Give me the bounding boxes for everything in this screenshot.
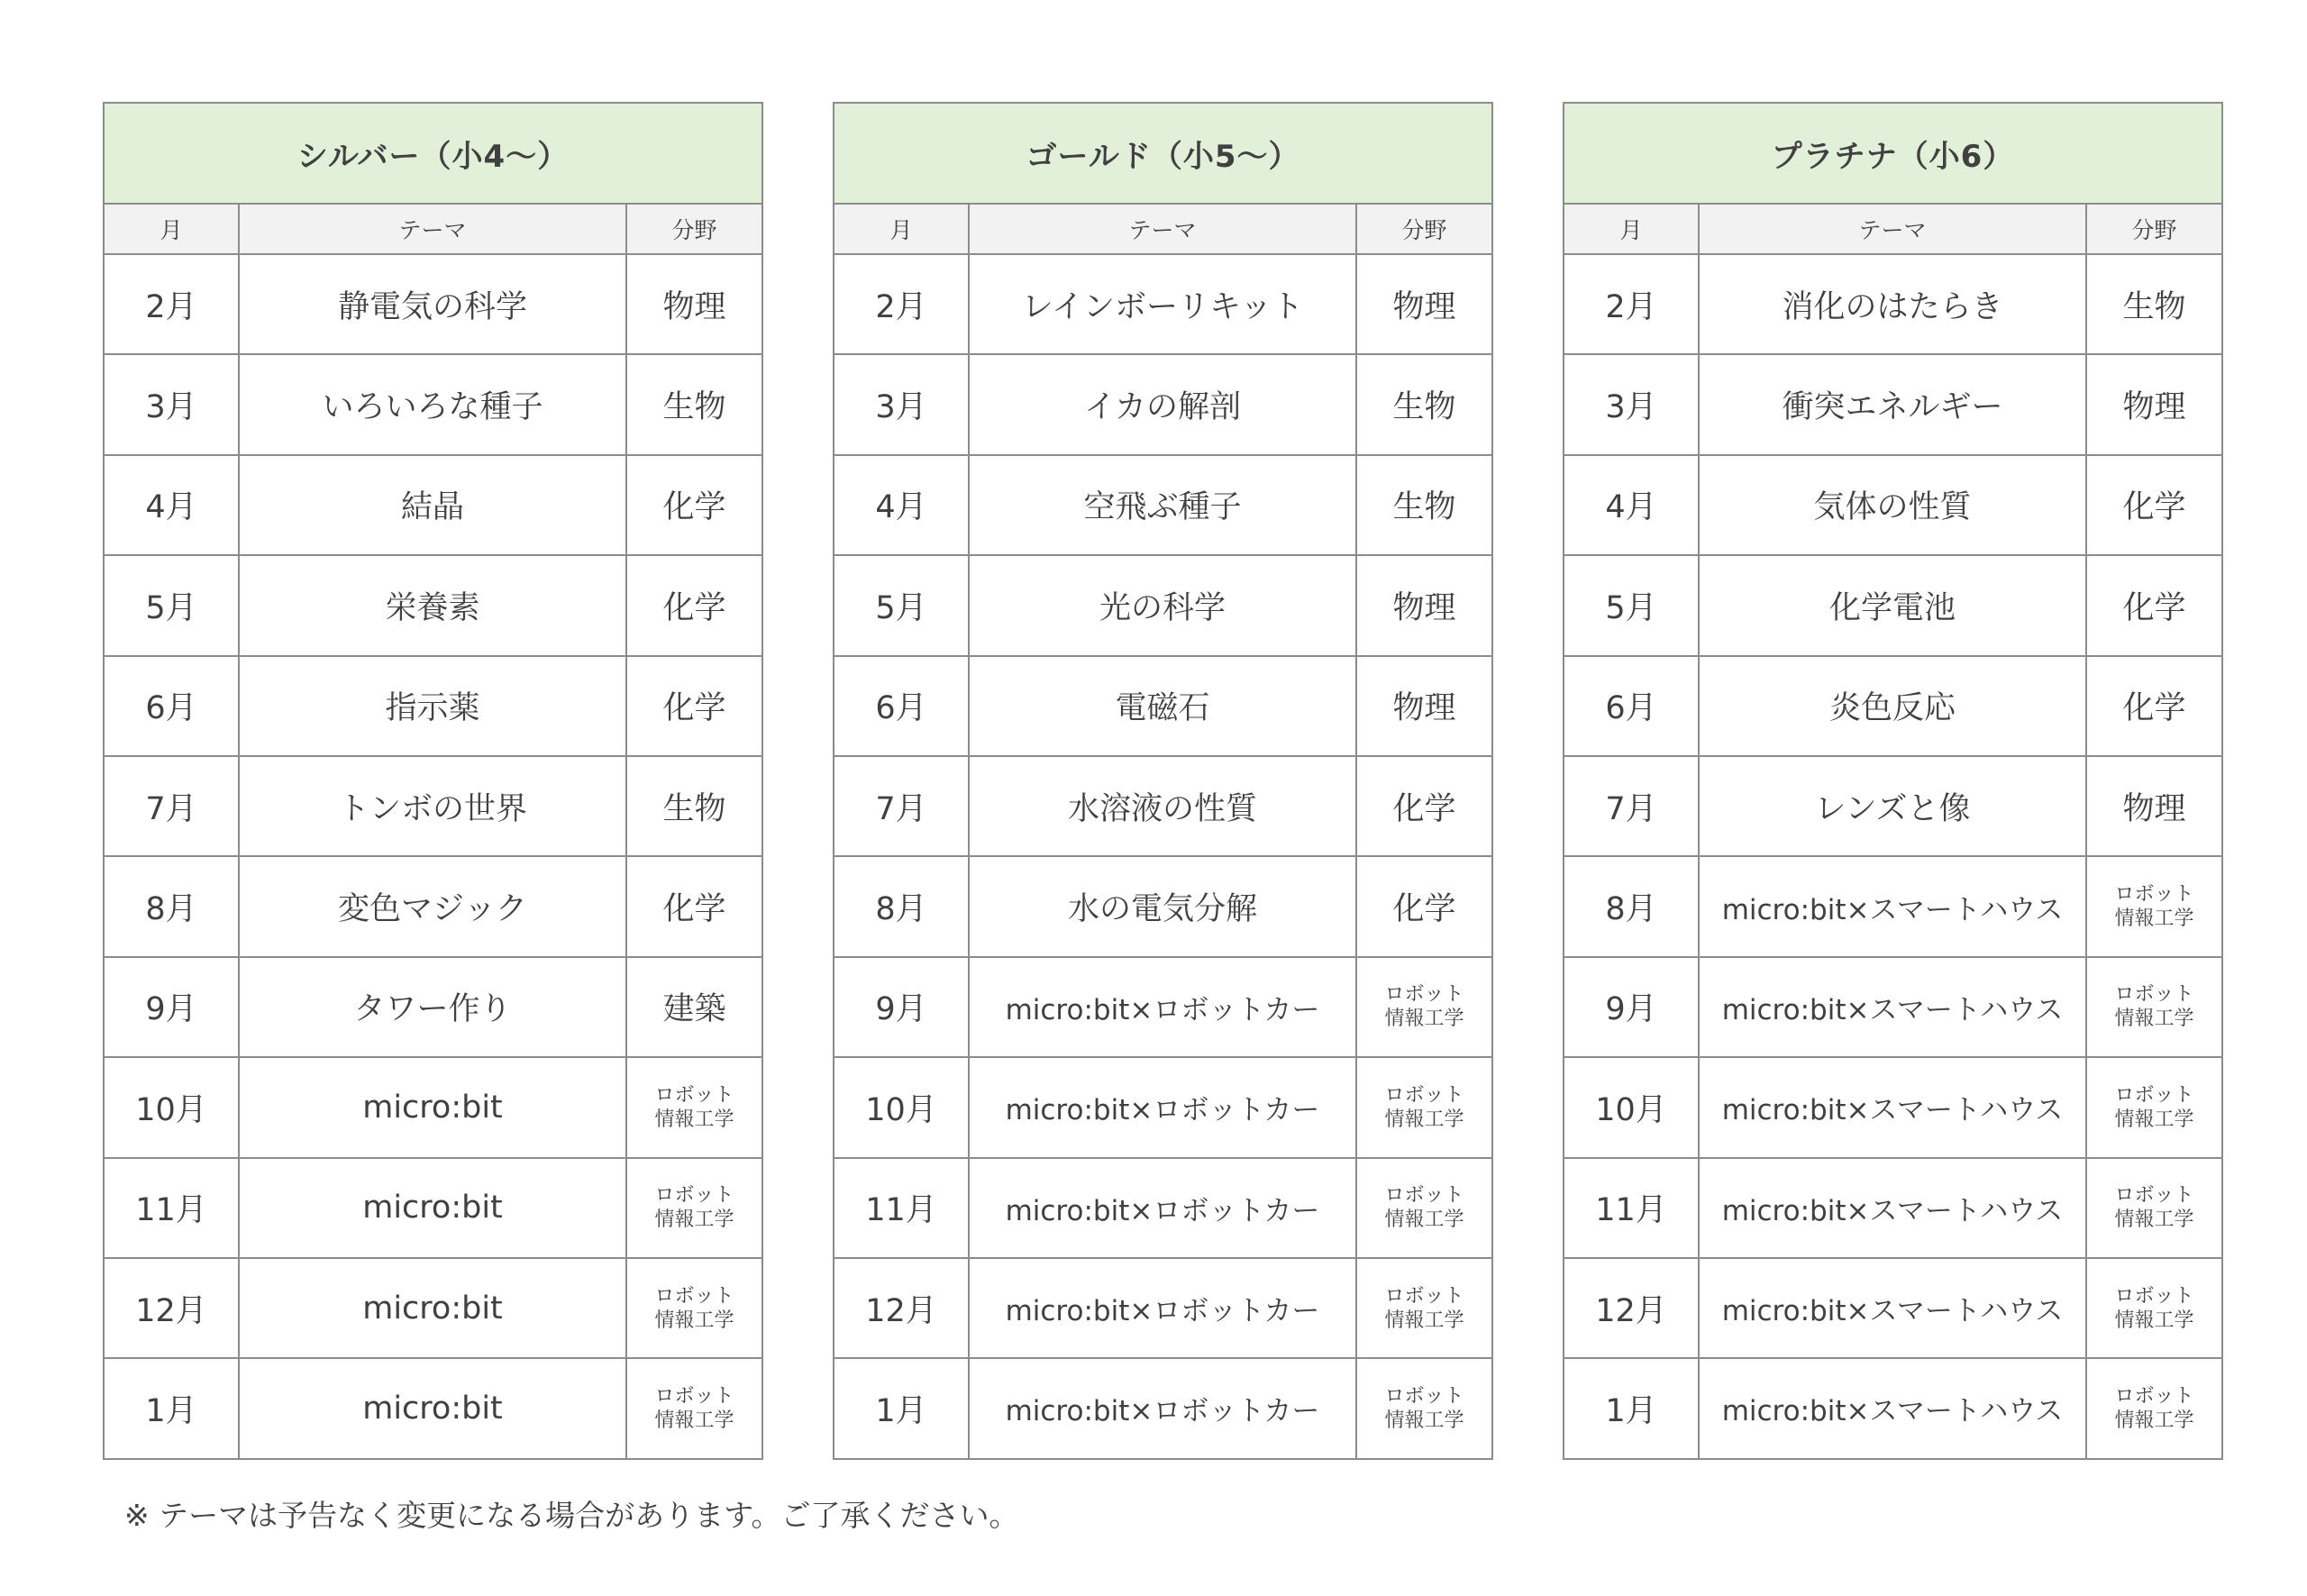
field-label: 化学 [662,489,726,526]
theme-cell: 炎色反応 [1699,656,2086,756]
table-row [1564,555,2222,655]
field-cell [1356,455,1492,555]
month-cell: 10月 [1564,1057,1699,1157]
field-cell [2086,354,2222,454]
month-cell: 11月 [1564,1158,1699,1258]
month-cell: 2月 [1564,254,1699,354]
field-label: 生物 [662,790,726,827]
table-row [1564,354,2222,454]
table-row [834,856,1492,956]
table-row [1564,455,2222,555]
theme-cell: 栄養素 [239,555,626,655]
field-label: ロボット [2114,1284,2194,1308]
theme-cell: 電磁石 [969,656,1356,756]
field-label: 化学 [2122,489,2186,526]
theme-cell: 気体の性質 [1699,455,2086,555]
field-label: ロボット [654,1083,734,1107]
field-label: 化学 [662,690,726,727]
theme-cell: micro:bit [239,1258,626,1358]
field-label: 情報工学 [654,1208,734,1232]
table-row [834,455,1492,555]
month-cell: 2月 [834,254,969,354]
field-label: ロボット [654,1384,734,1408]
table-row [104,1057,762,1157]
month-cell: 8月 [104,856,239,956]
field-label: 物理 [1392,288,1456,325]
platinum-course-table [1563,102,2223,1460]
table-row [1564,1358,2222,1458]
field-label: 情報工学 [1384,1008,1464,1031]
table-row [834,1158,1492,1258]
field-cell [626,856,762,956]
theme-cell: micro:bit×スマートハウス [1699,957,2086,1057]
month-cell: 6月 [104,656,239,756]
month-cell: 12月 [834,1258,969,1358]
table-row [1564,1158,2222,1258]
field-label: 情報工学 [2114,1409,2194,1432]
field-cell [1356,1258,1492,1358]
field-label: 生物 [1392,489,1456,526]
field-cell [2086,455,2222,555]
field-label: 情報工学 [2114,1008,2194,1031]
month-cell: 3月 [1564,354,1699,454]
field-label: ロボット [2114,983,2194,1007]
month-cell: 1月 [104,1358,239,1458]
field-cell [1356,1057,1492,1157]
field-cell [1356,354,1492,454]
table-body [834,254,1492,1459]
field-cell [2086,1057,2222,1157]
theme-cell: 水溶液の性質 [969,756,1356,856]
field-cell [626,1258,762,1358]
field-label: 物理 [2122,790,2186,827]
theme-cell: 指示薬 [239,656,626,756]
field-label: 生物 [1392,389,1456,426]
theme-cell: micro:bit×ロボットカー [969,957,1356,1057]
field-label: 情報工学 [2114,1309,2194,1332]
field-label: 物理 [1392,690,1456,727]
table-body [1564,254,2222,1459]
table-row [834,756,1492,856]
field-label: 化学 [662,891,726,928]
month-header: 月 [834,204,969,254]
field-label: ロボット [2114,1083,2194,1107]
table-row [834,555,1492,655]
table-row [1564,957,2222,1057]
field-label: 化学 [1392,790,1456,827]
field-label: ロボット [1384,1083,1464,1107]
theme-cell: micro:bit×ロボットカー [969,1258,1356,1358]
table-row [104,1258,762,1358]
field-cell [1356,1158,1492,1258]
table-row [104,1358,762,1458]
field-label: 物理 [662,288,726,325]
field-cell [2086,756,2222,856]
field-cell [2086,856,2222,956]
month-cell: 7月 [1564,756,1699,856]
theme-cell: イカの解剖 [969,354,1356,454]
field-cell [2086,254,2222,354]
field-label: ロボット [654,1284,734,1308]
table-title: ゴールド（小5〜） [834,103,1492,204]
field-header: 分野 [1356,204,1492,254]
table-row [1564,756,2222,856]
month-cell: 4月 [104,455,239,555]
table-row [834,957,1492,1057]
field-label: 情報工学 [1384,1108,1464,1131]
theme-cell: micro:bit [239,1057,626,1157]
field-cell [626,1158,762,1258]
field-cell [1356,1358,1492,1458]
month-cell: 6月 [1564,656,1699,756]
table-row [104,455,762,555]
theme-cell: micro:bit [239,1158,626,1258]
theme-cell: 変色マジック [239,856,626,956]
month-cell: 9月 [834,957,969,1057]
theme-cell: micro:bit [239,1358,626,1458]
field-label: ロボット [1384,1184,1464,1208]
month-cell: 10月 [834,1057,969,1157]
theme-header: テーマ [239,204,626,254]
month-cell: 1月 [834,1358,969,1458]
theme-cell: 化学電池 [1699,555,2086,655]
theme-cell: レインボーリキット [969,254,1356,354]
month-cell: 1月 [1564,1358,1699,1458]
theme-cell: 結晶 [239,455,626,555]
field-cell [626,1057,762,1157]
field-label: 生物 [662,389,726,426]
table-row [1564,856,2222,956]
month-cell: 12月 [104,1258,239,1358]
field-cell [1356,555,1492,655]
field-cell [1356,254,1492,354]
field-label: 情報工学 [654,1108,734,1131]
field-label: 情報工学 [2114,1208,2194,1232]
theme-cell: 水の電気分解 [969,856,1356,956]
table-row [104,656,762,756]
table-row [1564,1258,2222,1358]
theme-cell: 空飛ぶ種子 [969,455,1356,555]
month-cell: 4月 [834,455,969,555]
month-cell: 7月 [834,756,969,856]
table-title: プラチナ（小6） [1564,103,2222,204]
month-cell: 3月 [104,354,239,454]
field-cell [2086,656,2222,756]
table-body [104,254,762,1459]
table-row [834,254,1492,354]
table-row [104,1158,762,1258]
field-label: 物理 [2122,389,2186,426]
field-label: ロボット [1384,1384,1464,1408]
table-row [834,1358,1492,1458]
field-cell [1356,656,1492,756]
theme-cell: 光の科学 [969,555,1356,655]
table-row [104,756,762,856]
theme-cell: micro:bit×スマートハウス [1699,1258,2086,1358]
table-row [834,354,1492,454]
field-header: 分野 [626,204,762,254]
field-cell [2086,1258,2222,1358]
month-header: 月 [1564,204,1699,254]
month-cell: 5月 [104,555,239,655]
field-label: 情報工学 [1384,1409,1464,1432]
month-cell: 5月 [834,555,969,655]
field-label: 情報工学 [2114,1108,2194,1131]
month-cell: 6月 [834,656,969,756]
table-row [104,957,762,1057]
month-cell: 8月 [1564,856,1699,956]
table-row [1564,254,2222,354]
field-cell [626,354,762,454]
month-cell: 4月 [1564,455,1699,555]
month-cell: 8月 [834,856,969,956]
table-title: シルバー（小4〜） [104,103,762,204]
field-label: ロボット [2114,883,2194,907]
month-header: 月 [104,204,239,254]
field-label: ロボット [1384,1284,1464,1308]
field-cell [1356,756,1492,856]
footnote: ※ テーマは予告なく変更になる場合があります。ご了承ください。 [124,1498,1019,1533]
field-label: 化学 [2122,690,2186,727]
field-label: 化学 [2122,589,2186,626]
theme-cell: レンズと像 [1699,756,2086,856]
table-row [834,1258,1492,1358]
month-cell: 9月 [1564,957,1699,1057]
table-row [104,354,762,454]
month-cell: 11月 [104,1158,239,1258]
field-label: ロボット [654,1184,734,1208]
theme-cell: micro:bit×ロボットカー [969,1158,1356,1258]
theme-cell: micro:bit×スマートハウス [1699,856,2086,956]
theme-cell: micro:bit×ロボットカー [969,1057,1356,1157]
field-cell [1356,856,1492,956]
field-label: 情報工学 [654,1309,734,1332]
field-cell [626,1358,762,1458]
theme-header: テーマ [969,204,1356,254]
theme-cell: トンボの世界 [239,756,626,856]
field-label: ロボット [2114,1384,2194,1408]
month-cell: 7月 [104,756,239,856]
theme-cell: micro:bit×スマートハウス [1699,1358,2086,1458]
month-cell: 9月 [104,957,239,1057]
theme-cell: micro:bit×スマートハウス [1699,1057,2086,1157]
field-label: 情報工学 [1384,1208,1464,1232]
field-cell [2086,957,2222,1057]
theme-cell: micro:bit×ロボットカー [969,1358,1356,1458]
theme-cell: いろいろな種子 [239,354,626,454]
field-cell [626,656,762,756]
table-row [104,555,762,655]
field-cell [2086,1358,2222,1458]
table-row [1564,656,2222,756]
theme-cell: 衝突エネルギー [1699,354,2086,454]
field-label: 情報工学 [2114,907,2194,931]
month-cell: 3月 [834,354,969,454]
month-cell: 5月 [1564,555,1699,655]
theme-cell: タワー作り [239,957,626,1057]
field-label: 生物 [2122,288,2186,325]
silver-course-table [103,102,763,1460]
gold-course-table [833,102,1493,1460]
month-cell: 2月 [104,254,239,354]
table-row [834,656,1492,756]
theme-cell: 消化のはたらき [1699,254,2086,354]
field-label: 情報工学 [1384,1309,1464,1332]
field-cell [626,254,762,354]
field-cell [1356,957,1492,1057]
field-cell [626,957,762,1057]
month-cell: 12月 [1564,1258,1699,1358]
table-row [104,856,762,956]
theme-cell: micro:bit×スマートハウス [1699,1158,2086,1258]
field-label: 建築 [662,991,726,1028]
table-row [1564,1057,2222,1157]
field-label: 情報工学 [654,1409,734,1432]
month-cell: 11月 [834,1158,969,1258]
field-cell [2086,1158,2222,1258]
field-label: 化学 [1392,891,1456,928]
field-cell [626,756,762,856]
table-row [104,254,762,354]
field-label: ロボット [1384,983,1464,1007]
field-cell [2086,555,2222,655]
month-cell: 10月 [104,1057,239,1157]
field-label: 物理 [1392,589,1456,626]
table-row [834,1057,1492,1157]
theme-cell: 静電気の科学 [239,254,626,354]
field-cell [626,455,762,555]
field-label: ロボット [2114,1184,2194,1208]
theme-header: テーマ [1699,204,2086,254]
field-header: 分野 [2086,204,2222,254]
field-label: 化学 [662,589,726,626]
field-cell [626,555,762,655]
